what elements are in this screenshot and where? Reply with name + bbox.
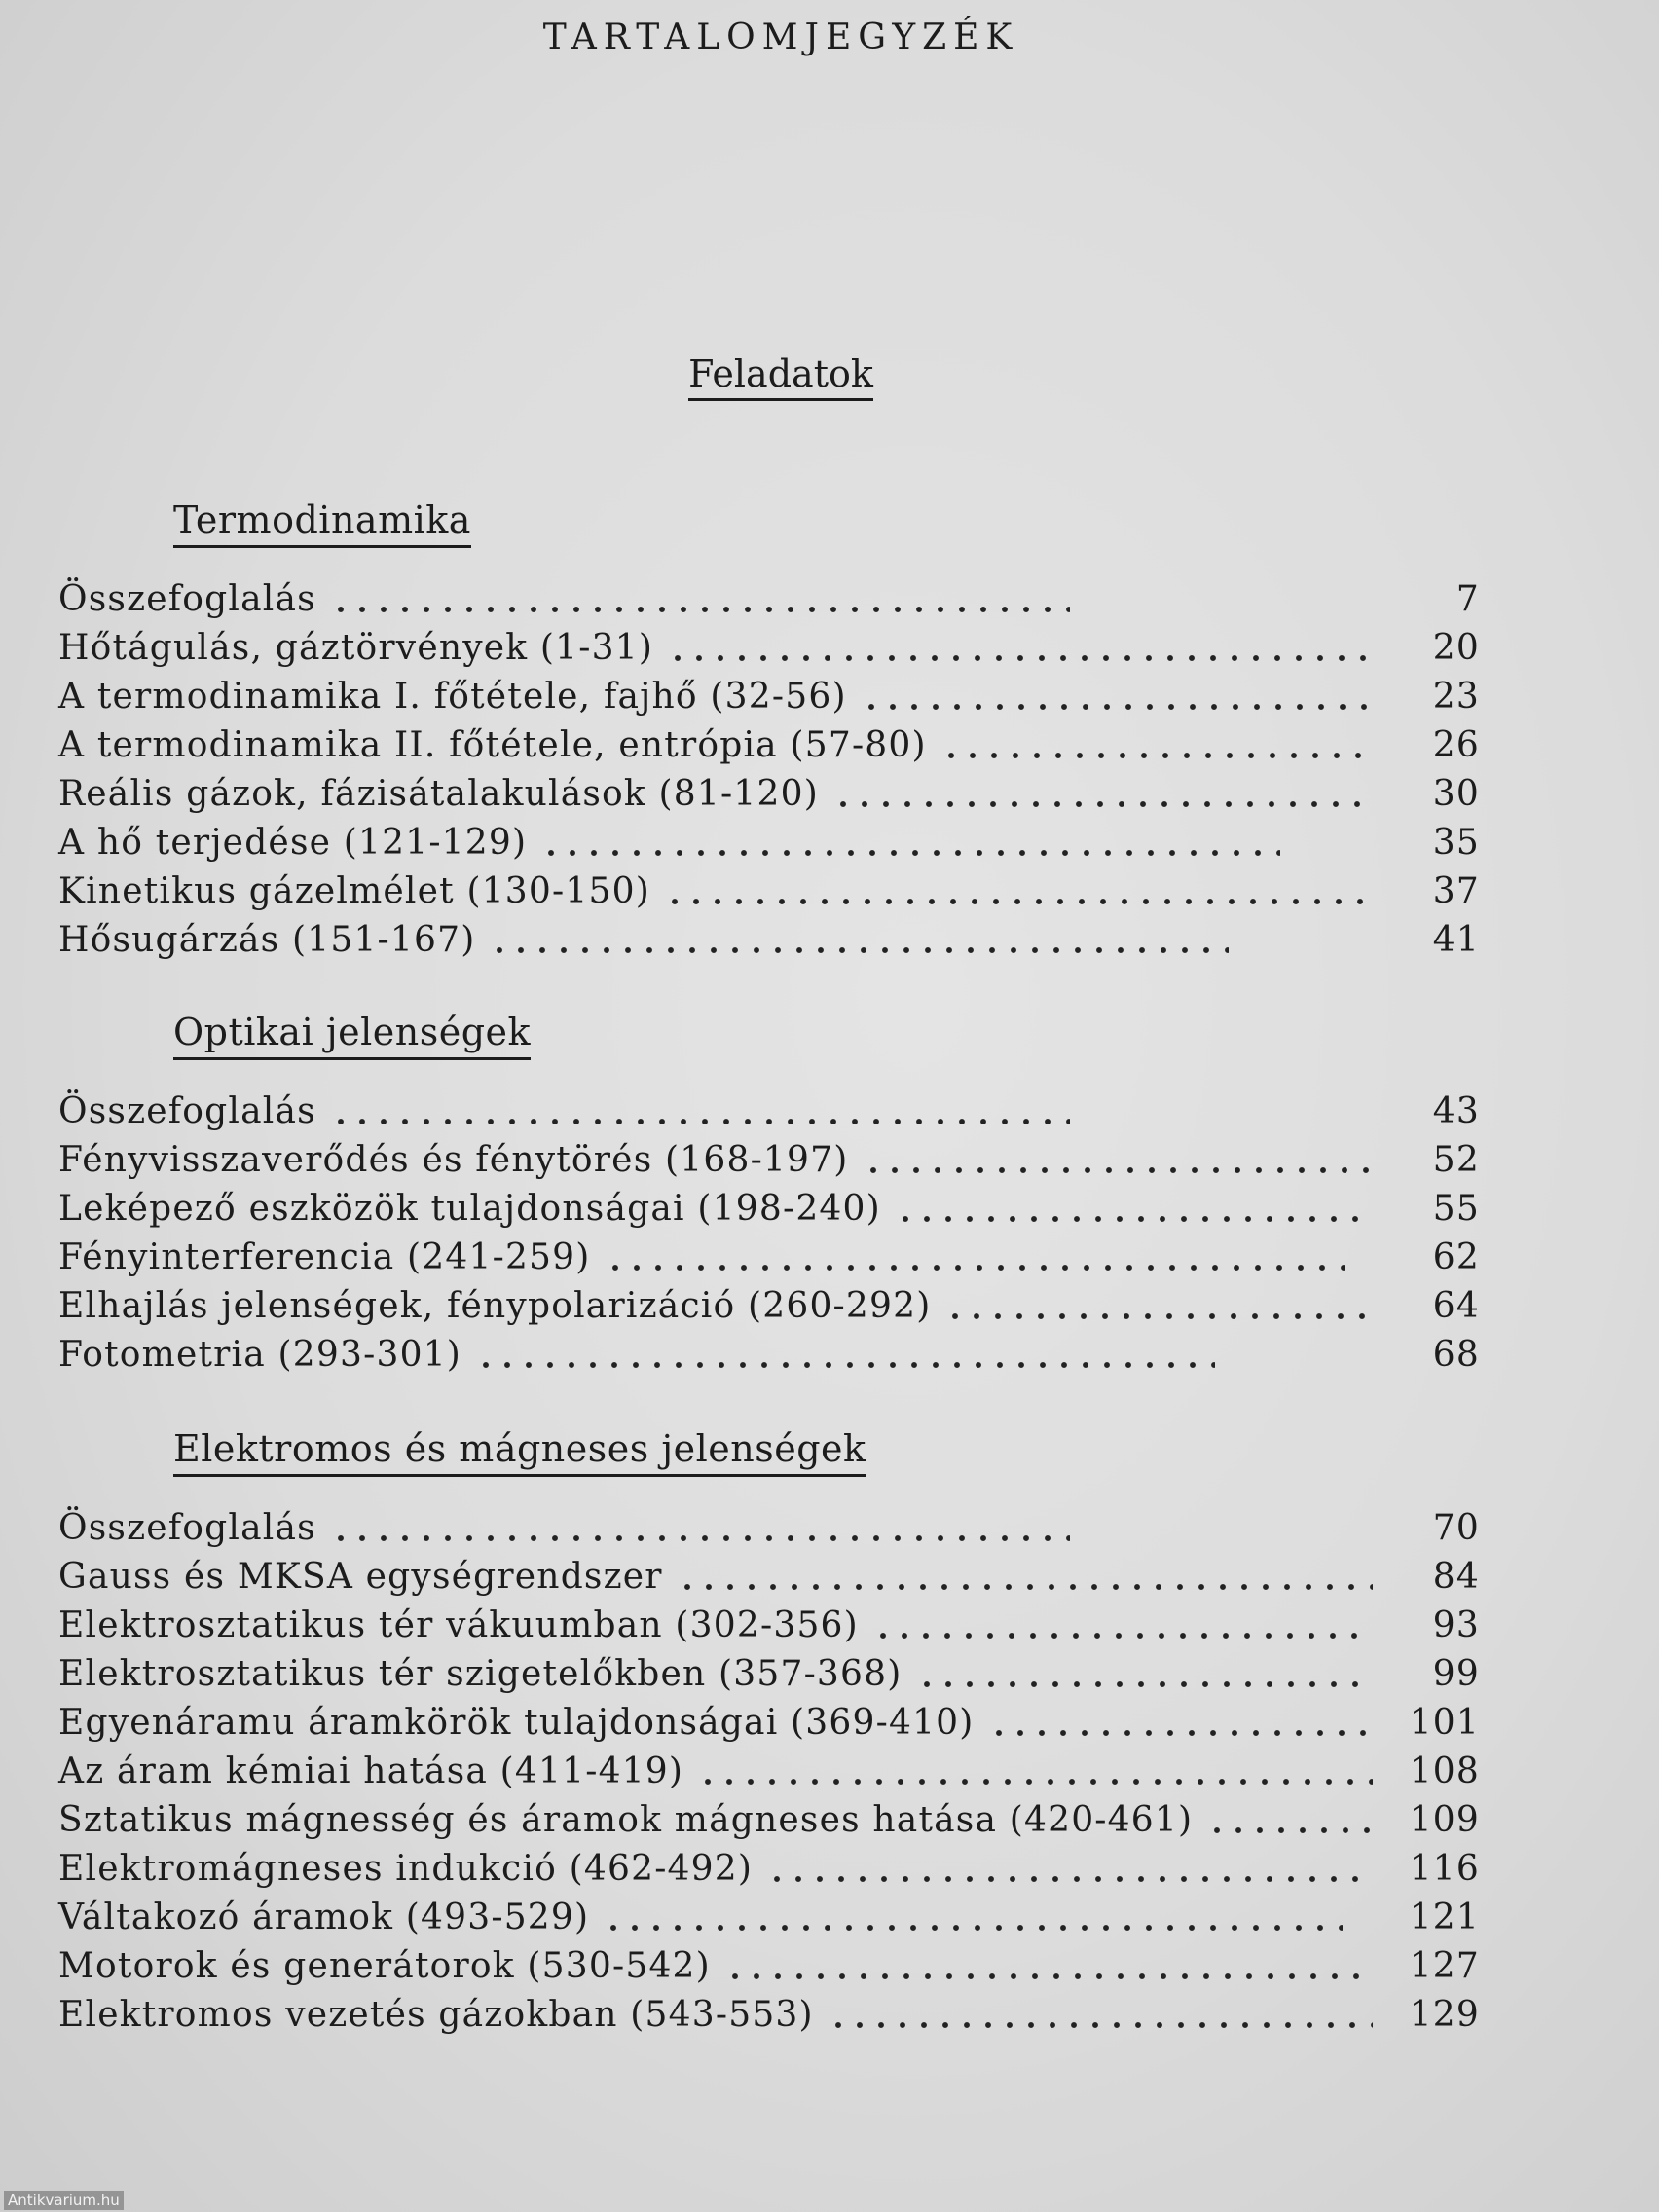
section-heading: Elektromos és mágneses jelenségek	[173, 1427, 866, 1477]
entry-page-number: 93	[1432, 1604, 1480, 1645]
entry-title: Összefoglalás	[58, 578, 316, 619]
entry-title: Fotometria (293-301)	[58, 1334, 462, 1375]
entry-page-number: 70	[1432, 1507, 1480, 1548]
entry-title: A termodinamika I. főtétele, fajhő (32-56)	[58, 676, 847, 717]
entry-page-number: 84	[1432, 1556, 1480, 1597]
toc-entry	[58, 1500, 1480, 1549]
entry-page-number: 127	[1409, 1945, 1480, 1986]
entry-page-number: 23	[1432, 676, 1480, 717]
toc-entry	[58, 1132, 1480, 1181]
entry-page-number: 68	[1432, 1334, 1480, 1375]
dot-leader	[832, 772, 1373, 811]
entry-page-number: 35	[1432, 822, 1480, 863]
dot-leader	[724, 1944, 1373, 1983]
entry-page-number: 108	[1409, 1751, 1480, 1791]
entry-title: Elektromágneses indukció (462-492)	[58, 1848, 754, 1889]
entry-page-number: 101	[1409, 1702, 1480, 1743]
entry-title: Gauss és MKSA egységrendszer	[58, 1556, 663, 1597]
entry-page-number: 37	[1432, 870, 1480, 911]
dot-leader	[766, 1847, 1373, 1886]
dot-leader	[605, 1235, 1345, 1274]
entry-page-number: 7	[1456, 578, 1480, 619]
section-elektromos	[58, 1427, 1480, 2036]
entry-list	[58, 1084, 1480, 1376]
entry-title: Elhajlás jelenségek, fénypolarizáció (260-292)	[58, 1285, 932, 1326]
toc-entry	[58, 1278, 1480, 1327]
dot-leader	[988, 1701, 1373, 1740]
toc-entry	[58, 815, 1480, 864]
toc-entry	[58, 1084, 1480, 1132]
entry-title: Hősugárzás (151-167)	[58, 919, 476, 960]
dot-leader	[916, 1652, 1374, 1691]
dot-leader	[540, 821, 1280, 860]
dot-leader	[603, 1896, 1343, 1935]
entry-title: A termodinamika II. főtétele, entrópia (57-80)	[58, 724, 927, 765]
entry-title: Reális gázok, fázisátalakulások (81-120)	[58, 773, 819, 814]
dot-leader	[697, 1750, 1373, 1788]
toc-entry	[58, 669, 1480, 718]
entry-title: Összefoglalás	[58, 1507, 316, 1548]
toc-entry	[58, 620, 1480, 669]
dot-leader	[1206, 1798, 1373, 1837]
dot-leader	[872, 1604, 1373, 1642]
dot-leader	[677, 1555, 1373, 1594]
toc-entry	[58, 1938, 1480, 1987]
dot-leader	[828, 1993, 1373, 2032]
section-termodinamika	[58, 498, 1480, 961]
part-heading-text: Feladatok	[688, 352, 873, 401]
entry-title: Összefoglalás	[58, 1090, 316, 1131]
section-optika	[58, 1011, 1480, 1376]
entry-page-number: 129	[1409, 1994, 1480, 2035]
toc-entry	[58, 718, 1480, 766]
toc-entry	[58, 1987, 1480, 2036]
toc-entry	[58, 1549, 1480, 1598]
toc-entry	[58, 1646, 1480, 1695]
section-heading: Termodinamika	[173, 498, 471, 548]
dot-leader	[895, 1187, 1373, 1226]
entry-page-number: 55	[1432, 1188, 1480, 1229]
toc-entry	[58, 1695, 1480, 1744]
entry-page-number: 64	[1432, 1285, 1480, 1326]
entry-page-number: 116	[1409, 1848, 1480, 1889]
entry-title: Elektrosztatikus tér vákuumban (302-356)	[58, 1604, 859, 1645]
entry-title: Az áram kémiai hatása (411-419)	[58, 1751, 684, 1791]
toc-entry	[58, 912, 1480, 961]
entry-page-number: 52	[1432, 1139, 1480, 1180]
toc-entry	[58, 1598, 1480, 1646]
entry-page-number: 41	[1432, 919, 1480, 960]
dot-leader	[330, 1089, 1070, 1128]
entry-title: Váltakozó áramok (493-529)	[58, 1897, 590, 1937]
entry-title: Egyenáramu áramkörök tulajdonságai (369-410)	[58, 1702, 975, 1743]
entry-page-number: 43	[1432, 1090, 1480, 1131]
entry-title: Motorok és generátorok (530-542)	[58, 1945, 711, 1986]
dot-leader	[489, 918, 1229, 957]
dot-leader	[940, 723, 1373, 762]
entry-page-number: 121	[1409, 1897, 1480, 1937]
toc-entry	[58, 1841, 1480, 1890]
entry-title: Elektromos vezetés gázokban (543-553)	[58, 1994, 814, 2035]
watermark: Antikvarium.hu	[4, 2191, 124, 2210]
entry-page-number: 26	[1432, 724, 1480, 765]
entry-title: Elektrosztatikus tér szigetelőkben (357-368)	[58, 1653, 903, 1694]
toc-entry	[58, 1890, 1480, 1938]
dot-leader	[330, 577, 1070, 616]
entry-page-number: 99	[1432, 1653, 1480, 1694]
entry-title: A hő terjedése (121-129)	[58, 822, 528, 863]
entry-page-number: 62	[1432, 1236, 1480, 1277]
toc-entry	[58, 1744, 1480, 1792]
part-heading	[0, 352, 1562, 397]
dot-leader	[863, 1138, 1374, 1177]
entry-title: Sztatikus mágnesség és áramok mágneses hatása (420-461)	[58, 1799, 1194, 1840]
entry-page-number: 20	[1432, 627, 1480, 668]
dot-leader	[330, 1506, 1070, 1545]
entry-title: Hőtágulás, gáztörvények (1-31)	[58, 627, 654, 668]
toc-entry	[58, 1181, 1480, 1230]
entry-page-number: 30	[1432, 773, 1480, 814]
dot-leader	[664, 869, 1373, 908]
entry-page-number: 109	[1409, 1799, 1480, 1840]
entry-list	[58, 571, 1480, 961]
entry-title: Kinetikus gázelmélet (130-150)	[58, 870, 650, 911]
toc-entry	[58, 864, 1480, 912]
dot-leader	[475, 1333, 1215, 1372]
section-heading: Optikai jelenségek	[173, 1011, 531, 1060]
toc-entry	[58, 571, 1480, 620]
entry-title: Fényvisszaverődés és fénytörés (168-197)	[58, 1139, 849, 1180]
toc-entry	[58, 766, 1480, 815]
entry-title: Leképező eszközök tulajdonságai (198-240)	[58, 1188, 881, 1229]
entry-list	[58, 1500, 1480, 2036]
toc-entry	[58, 1792, 1480, 1841]
toc-entry	[58, 1327, 1480, 1376]
dot-leader	[944, 1284, 1373, 1323]
dot-leader	[667, 626, 1373, 665]
toc-entry	[58, 1230, 1480, 1278]
page-title: TARTALOMJEGYZÉK	[542, 18, 1019, 57]
dot-leader	[861, 675, 1373, 714]
entry-title: Fényinterferencia (241-259)	[58, 1236, 591, 1277]
